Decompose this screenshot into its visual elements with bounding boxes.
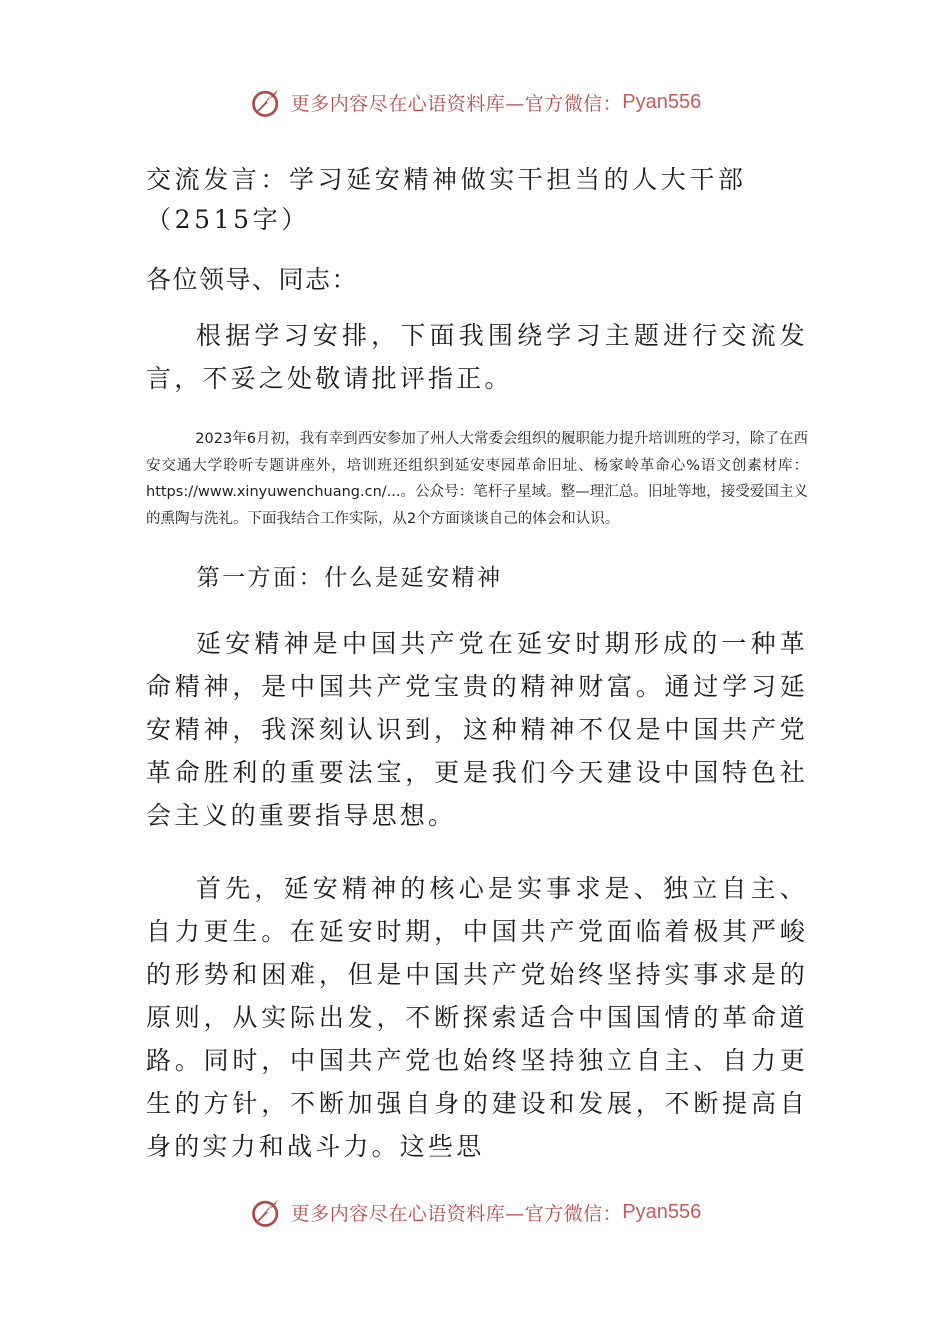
small-paragraph: 2023年6月初，我有幸到西安参加了州人大常委会组织的履职能力提升培训班的学习，除了在西安交通大学聆听专题讲座外，培训班还组织到延安枣园革命旧址、杨家岭革命心%语文创素材库：https://www.xinyuwenchuang.cn/...。公众号：笔杆子星域。整—理汇总。旧址等地，接受爱国主义的熏陶与洗礼。下面我结合工作实际，从2个方面谈谈自己的体会和认识。 bbox=[146, 431, 808, 527]
body-paragraph-1: 延安精神是中国共产党在延安时期形成的一种革命精神，是中国共产党宝贵的精神财富。通过学习延安精神，我深刻认识到，这种精神不仅是中国共产党革命胜利的重要法宝，更是我们今天建设中国特色社会主义的重要指导思想。 bbox=[146, 629, 808, 830]
watermark-wechat-id: Pyan556 bbox=[622, 90, 702, 113]
watermark-banner-bottom bbox=[0, 1190, 950, 1234]
quill-logo-icon bbox=[249, 1194, 285, 1230]
watermark-banner-top bbox=[0, 80, 950, 124]
document-title: 交流发言：学习延安精神做实干担当的人大干部（2515字） bbox=[146, 165, 747, 234]
document-body bbox=[146, 160, 808, 1168]
quill-logo-icon bbox=[249, 84, 285, 120]
section-heading: 第一方面：什么是延安精神 bbox=[196, 565, 503, 591]
body-paragraph-2: 首先，延安精神的核心是实事求是、独立自主、自力更生。在延安时期，中国共产党面临着极其严峻的形势和困难，但是中国共产党始终坚持实事求是的原则，从实际出发，不断探索适合中国国情的革命道路。同时，中国共产党也始终坚持独立自主、自力更生的方针，不断加强自身的建设和发展，不断提高自身的实力和战斗力。这些思 bbox=[146, 874, 808, 1161]
watermark-text: 更多内容尽在心语资料库—官方微信： bbox=[290, 1202, 623, 1225]
salutation: 各位领导、同志： bbox=[146, 265, 359, 294]
watermark-text: 更多内容尽在心语资料库—官方微信： bbox=[290, 92, 623, 115]
intro-paragraph: 根据学习安排，下面我围绕学习主题进行交流发言，不妥之处敬请批评指正。 bbox=[146, 321, 808, 393]
watermark-wechat-id: Pyan556 bbox=[622, 1200, 702, 1223]
